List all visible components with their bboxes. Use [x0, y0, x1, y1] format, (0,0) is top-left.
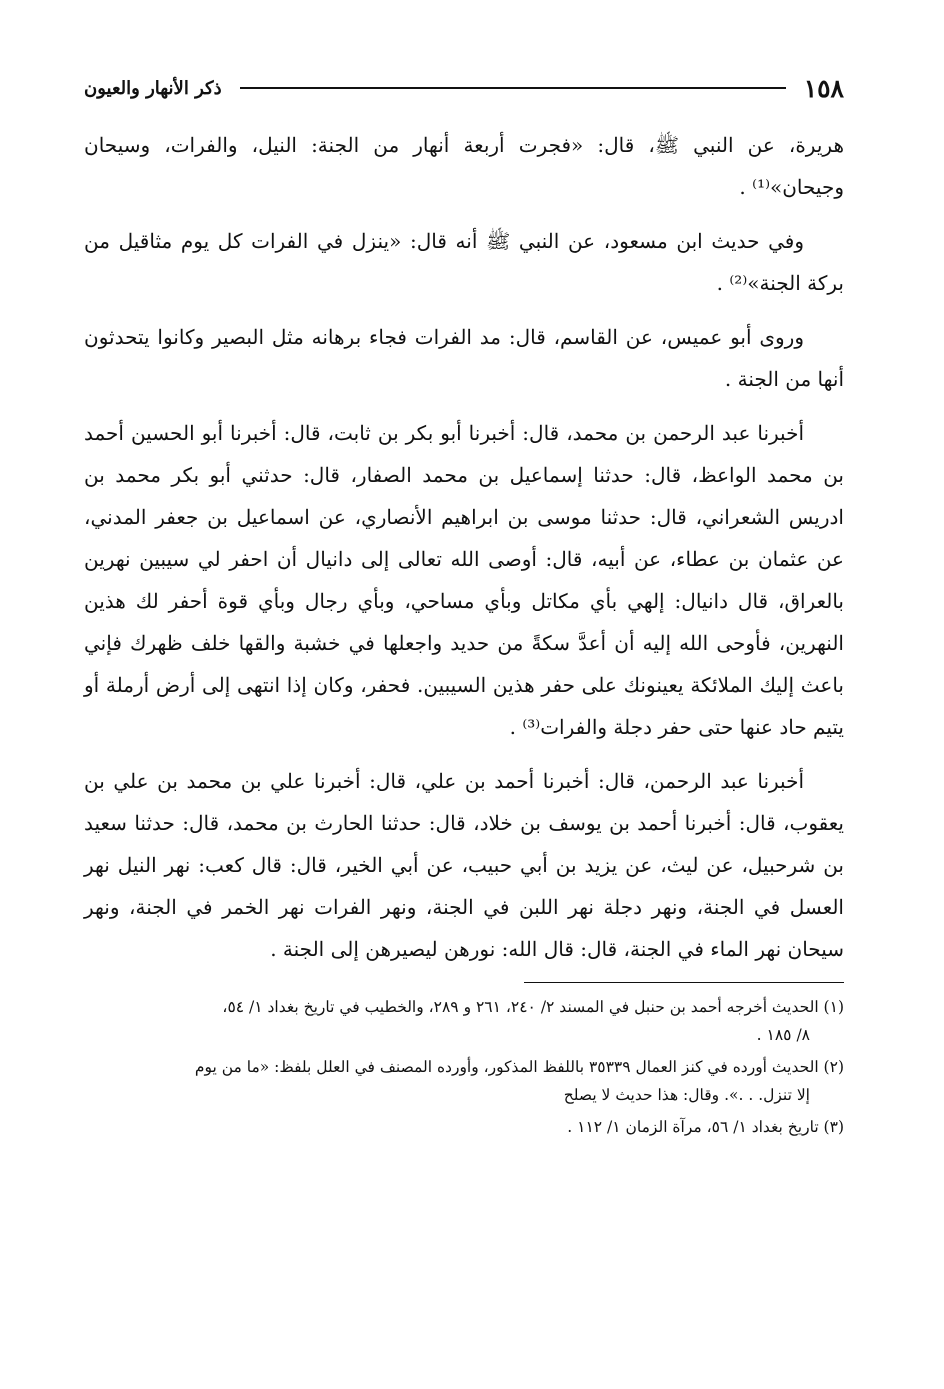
- body-text: [84, 124, 844, 970]
- header-rule: [240, 87, 786, 89]
- chapter-title: ذكر الأنهار والعيون: [84, 77, 222, 99]
- paragraph-3: وروى أبو عميس، عن القاسم، قال: مد الفرات فجاء برهانه مثل البصير وكانوا يتحدثون أنها من الجنة .: [84, 325, 844, 391]
- footnote-2-line-2: إلا تنزل. . .». وقال: هذا حديث لا يصلح: [563, 1086, 810, 1104]
- footnote-2-line-1: (٢) الحديث أورده في كنز العمال ٣٥٣٣٩ باللفظ المذكور، وأورده المصنف في العلل بلفظ: «ما من يوم: [194, 1058, 844, 1076]
- footnote-1-line-1: (١) الحديث أخرجه أحمد بن حنبل في المسند ٢/ ٢٤٠، ٢٦١ و ٢٨٩، والخطيب في تاريخ بغداد ١/ ٥٤،: [222, 998, 844, 1016]
- footnote-rule: [524, 982, 844, 983]
- footnotes: [84, 993, 844, 1141]
- running-header: [84, 70, 844, 106]
- footnote-1: [84, 993, 844, 1049]
- paragraph-2: وفي حديث ابن مسعود، عن النبي ﷺ أنه قال: «ينزل في الفرات كل يوم مثاقيل من بركة الجنة»⁽²⁾ .: [84, 229, 844, 295]
- page-number: ١٥٨: [803, 73, 844, 103]
- book-page: [84, 70, 844, 1145]
- paragraph-1: هريرة، عن النبي ﷺ، قال: «فجرت أربعة أنهار من الجنة: النيل، والفرات، وسيحان وجيحان»⁽¹⁾ .: [84, 133, 844, 199]
- paragraph-4: أخبرنا عبد الرحمن بن محمد، قال: أخبرنا أبو بكر بن ثابت، قال: أخبرنا أبو الحسين أحمد بن محمد الواعظ، قال: حدثنا إسماعيل بن محمد الصفار، قال: حدثني أبو بكر محمد بن ادريس الشعراني، قال: حدثنا موسى بن ابراهيم الأنصاري، عن اسماعيل بن جعفر المدني، عن عثمان بن عطاء، عن أبيه، قال: أوصى الله تعالى إلى دانيال أن احفر لي سيبين نهرين بالعراق، قال دانيال: إلهي بأي مكاتل وبأي مساحي، وبأي رجال وبأي قوة أحفر لك هذين النهرين، فأوحى الله إليه أن أعدَّ سكةً من حديد واجعلها في خشبة والقها خلف ظهرك فإني باعث إليك الملائكة يعينونك على حفر هذين السيبين. فحفر، وكان إذا انتهى إلى أرض أرملة أو يتيم حاد عنها حتى حفر دجلة والفرات⁽³⁾ .: [84, 421, 844, 739]
- paragraph-5: أخبرنا عبد الرحمن، قال: أخبرنا أحمد بن علي، قال: أخبرنا علي بن محمد بن علي بن يعقوب، قال: أخبرنا أحمد بن يوسف بن خلاد، قال: حدثنا الحارث بن محمد، قال: حدثنا سعيد بن شرحبيل، عن ليث، عن يزيد بن أبي حبيب، عن أبي الخير، قال: قال كعب: نهر النيل نهر العسل في الجنة، ونهر دجلة نهر اللبن في الجنة، ونهر الفرات نهر الخمر في الجنة، ونهر سيحان نهر الماء في الجنة، قال: قال الله: نورهن ليصيرهن إلى الجنة .: [84, 769, 844, 961]
- footnote-1-line-2: ٨/ ١٨٥ .: [756, 1026, 810, 1044]
- footnote-2: [84, 1053, 844, 1109]
- footnote-3: (٣) تاريخ بغداد ١/ ٥٦، مرآة الزمان ١/ ١١٢ .: [567, 1118, 844, 1136]
